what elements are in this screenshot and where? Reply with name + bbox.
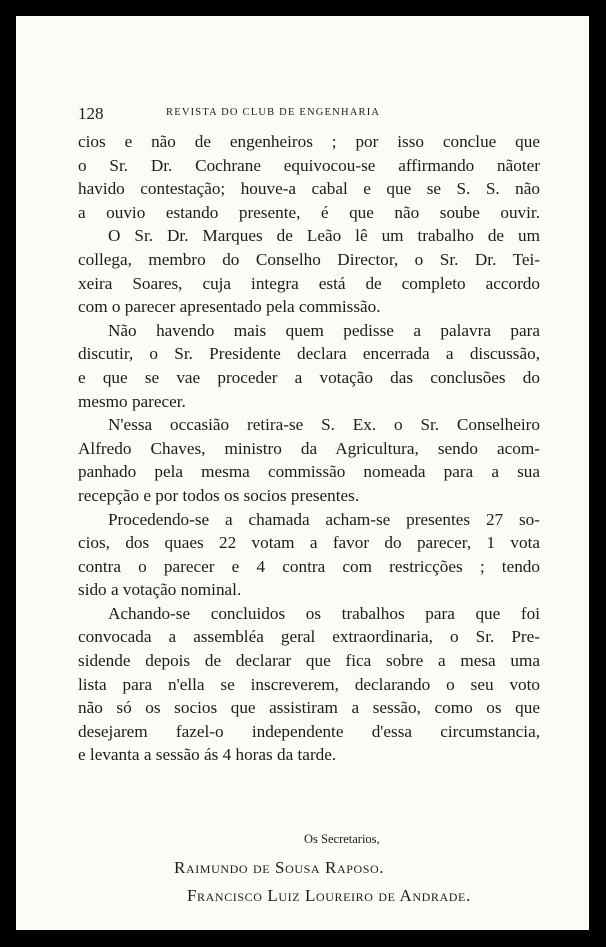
paragraph-4 <box>78 413 540 507</box>
secretary-name-2: Francisco Luiz Loureiro de Andrade. <box>187 886 471 905</box>
page-header <box>78 104 540 126</box>
text-line: O Sr. Dr. Marques de Leão lê um trabalho de um <box>108 226 540 246</box>
body-text <box>78 130 540 767</box>
text-line: sidende depois de declarar que fica sobre a mesa uma <box>78 651 540 671</box>
paragraph-1 <box>78 130 540 224</box>
text-line: contra o parecer e 4 contra com restricções ; tendo <box>78 556 540 576</box>
text-line: não só os socios que assistiram a sessão, como os que <box>78 698 540 718</box>
text-line: mesmo parecer. <box>78 391 186 411</box>
text-line: xeira Soares, cuja integra está de completo accordo <box>78 273 540 293</box>
signature-heading: Os Secretarios, <box>304 832 380 846</box>
text-line: collega, membro do Conselho Director, o Sr. Dr. Tei- <box>78 249 540 269</box>
text-line: havido contestação; houve-a cabal e que se S. S. não <box>78 179 540 199</box>
text-line: e que se vae proceder a votação das conclusões do <box>78 367 540 387</box>
text-line: com o parecer apresentado pela commissão. <box>78 297 381 317</box>
text-line: Procedendo-se a chamada acham-se presentes 27 so- <box>108 509 540 529</box>
text-line: sido a votação nominal. <box>78 580 242 600</box>
text-line: discutir, o Sr. Presidente declara encerrada a discussão, <box>78 344 540 364</box>
paragraph-6 <box>78 602 540 767</box>
text-line: Alfredo Chaves, ministro da Agricultura, sendo acom- <box>78 438 540 458</box>
text-line: a ouvio estando presente, é que não soube ouvir. <box>78 202 540 222</box>
text-line: convocada a assembléa geral extraordinaria, o Sr. Pre- <box>78 627 540 647</box>
text-line: cios, dos quaes 22 votam a favor do parecer, 1 vota <box>78 533 540 553</box>
text-line: desejarem fazel-o independente d'essa circumstancia, <box>78 721 540 741</box>
text-line: cios e não de engenheiros ; por isso conclue que <box>78 132 540 151</box>
text-line: Achando-se concluidos os trabalhos para que foi <box>108 603 540 623</box>
text-line: o Sr. Dr. Cochrane equivocou-se affirmando nãoter <box>78 155 540 175</box>
text-line: recepção e por todos os socios presentes. <box>78 485 360 505</box>
paragraph-2 <box>78 224 540 318</box>
secretary-name-1: Raimundo de Sousa Raposo. <box>174 858 385 877</box>
text-line: Não havendo mais quem pedisse a palavra para <box>108 320 540 340</box>
book-page <box>16 16 589 930</box>
paragraph-3 <box>78 319 540 413</box>
text-line: N'essa occasião retira-se S. Ex. o Sr. Conselheiro <box>108 415 540 435</box>
running-head: REVISTA DO CLUB DE ENGENHARIA <box>166 107 381 118</box>
text-line: lista para n'ella se inscreverem, declarando o seu voto <box>78 674 540 694</box>
paragraph-5 <box>78 508 540 602</box>
page-number: 128 <box>78 104 104 123</box>
text-line: panhado pela mesma commissão nomeada para a sua <box>78 462 540 482</box>
text-line: e levanta a sessão ás 4 horas da tarde. <box>78 745 337 765</box>
